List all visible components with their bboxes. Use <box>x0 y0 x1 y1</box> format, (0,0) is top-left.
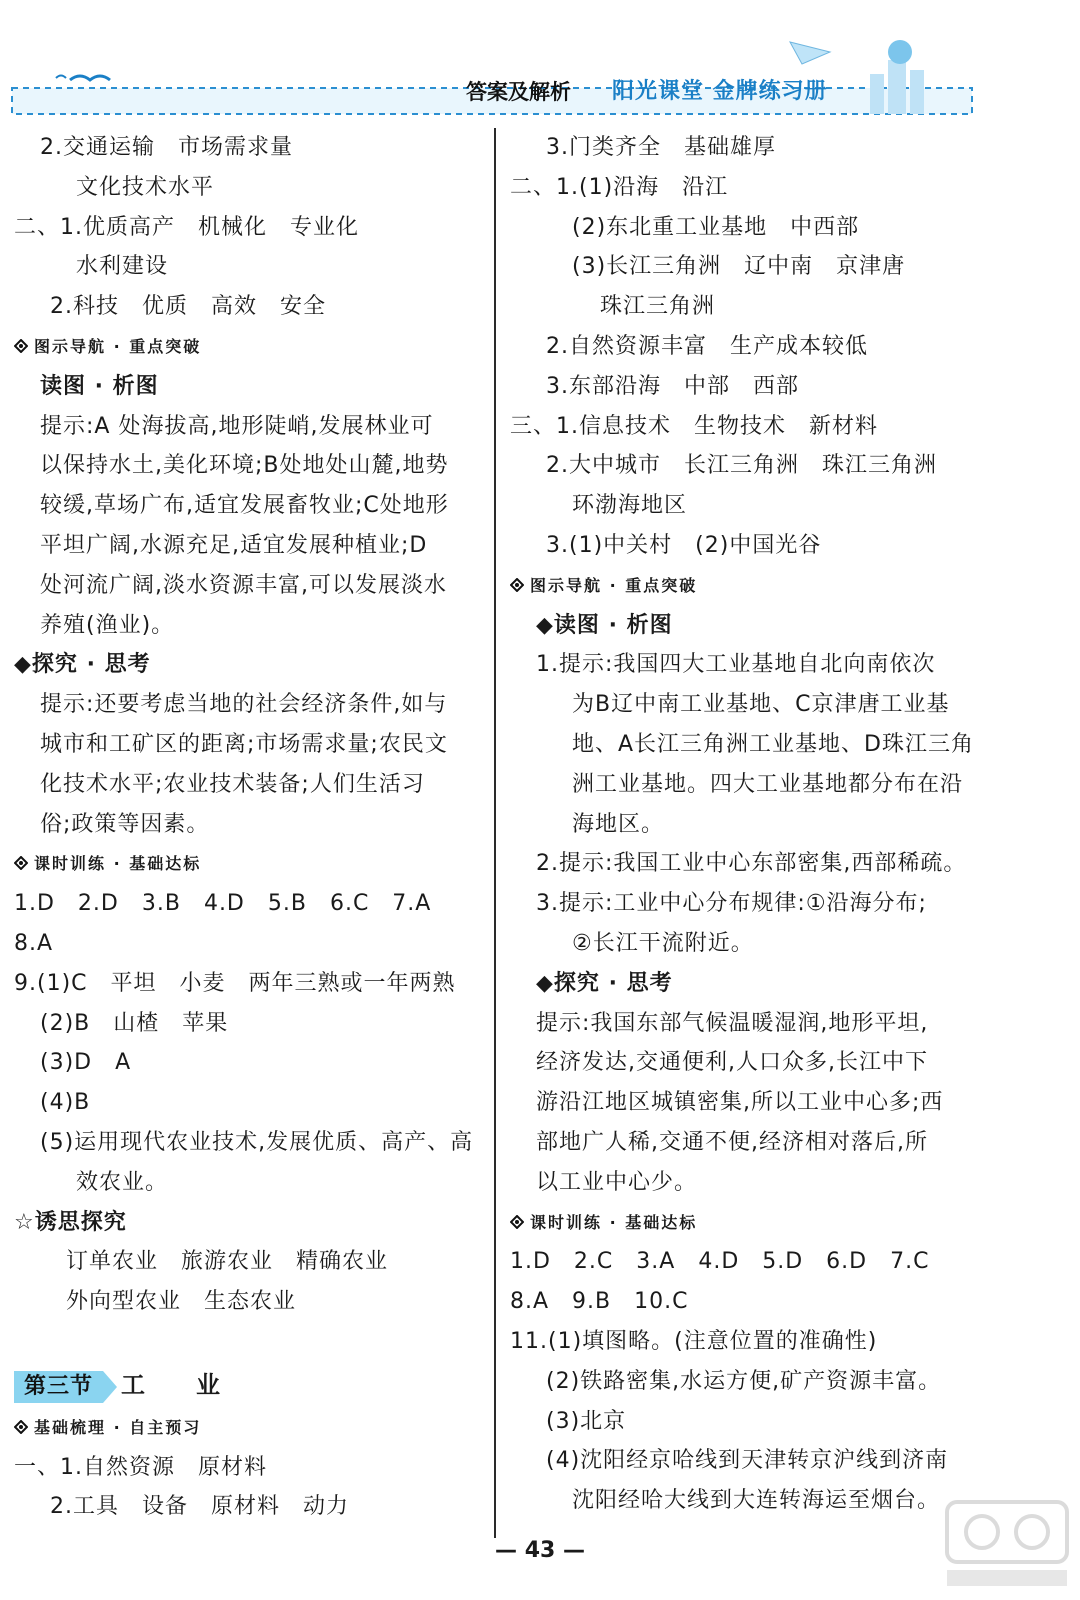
answer-line: 沈阳经哈大线到大连转海运至烟台。 <box>572 1488 941 1514</box>
watermark-logo <box>942 1492 1072 1592</box>
answer-line: 海地区。 <box>572 811 665 837</box>
answer-line: 提示:A 处海拔高,地形陡峭,发展林业可 <box>40 413 434 439</box>
answer-line: 文化技术水平 <box>76 174 215 200</box>
answer-line: 以保持水土,美化环境;B处地处山麓,地势 <box>40 453 449 479</box>
answer-line: (4)沈阳经京哈线到天津转京沪线到济南 <box>546 1448 949 1474</box>
answer-line: 8.A 9.B 10.C <box>510 1289 689 1315</box>
subheading: ☆诱思探究 <box>14 1209 127 1235</box>
answer-line: 环渤海地区 <box>572 493 688 519</box>
section-heading <box>14 844 484 884</box>
answer-line <box>14 1322 484 1362</box>
section-heading <box>510 1203 990 1243</box>
answer-line: (3)D A <box>40 1050 132 1076</box>
answer-line: 洲工业基地。四大工业基地都分布在沿 <box>572 771 964 797</box>
answer-line: 1.提示:我国四大工业基地自北向南依次 <box>536 652 936 678</box>
answer-line: 一、1.自然资源 原材料 <box>14 1454 267 1480</box>
header-brand: 阳光课堂 金牌练习册 <box>612 79 828 104</box>
answer-line: 8.A <box>14 930 54 956</box>
section-diamond-icon <box>14 1420 28 1434</box>
subheading: ◆探究 · 思考 <box>536 970 673 996</box>
section-heading-text: 课时训练 · 基础达标 <box>530 1212 698 1232</box>
subheading: 读图 · 析图 <box>40 373 159 399</box>
answer-line: 2.提示:我国工业中心东部密集,西部稀疏。 <box>536 851 967 877</box>
answer-line: 2.自然资源丰富 生产成本较低 <box>546 333 868 359</box>
answer-line: 外向型农业 生态农业 <box>66 1289 297 1315</box>
answer-line: 二、1.(1)沿海 沿江 <box>510 174 729 200</box>
answer-line: 以工业中心少。 <box>536 1169 698 1195</box>
section-heading <box>510 566 990 606</box>
answer-line: 经济发达,交通便利,人口众多,长江中下 <box>536 1050 928 1076</box>
bird-icon <box>56 76 66 79</box>
header-title: 答案及解析 <box>466 80 571 104</box>
subheading: ◆探究 · 思考 <box>14 652 151 678</box>
answer-line: 城市和工矿区的距离;市场需求量;农民文 <box>40 731 448 757</box>
section-diamond-icon <box>14 339 28 353</box>
answer-line: 俗;政策等因素。 <box>40 811 210 837</box>
answer-line: 效农业。 <box>76 1169 169 1195</box>
answer-line: (2)B 山楂 苹果 <box>40 1010 229 1036</box>
answer-line: (3)长江三角洲 辽中南 京津唐 <box>572 254 906 280</box>
answer-line: 提示:我国东部气候温暖湿润,地形平坦, <box>536 1010 929 1036</box>
section-diamond-icon <box>14 856 28 870</box>
section-heading-text: 图示导航 · 重点突破 <box>34 336 202 356</box>
answer-line: 1.D 2.C 3.A 4.D 5.D 6.D 7.C <box>510 1249 930 1275</box>
section-heading-text: 基础梳理 · 自主预习 <box>34 1417 202 1437</box>
section-heading-text: 图示导航 · 重点突破 <box>530 575 698 595</box>
answer-line: (3)北京 <box>546 1408 627 1434</box>
answer-line: 1.D 2.D 3.B 4.D 5.B 6.C 7.A <box>14 891 432 917</box>
section-diamond-icon <box>510 1215 524 1229</box>
answer-line: 3.提示:工业中心分布规律:①沿海分布; <box>536 891 927 917</box>
page-number: — 43 — <box>495 1538 585 1563</box>
section-diamond-icon <box>510 578 524 592</box>
answer-line: 平坦广阔,水源充足,适宜发展种植业;D <box>40 532 428 558</box>
section-heading <box>14 1408 484 1448</box>
answer-line: 地、A长江三角洲工业基地、D珠江三角 <box>572 731 974 757</box>
answer-line: 11.(1)填图略。(注意位置的准确性) <box>510 1328 878 1354</box>
answer-line: 订单农业 旅游农业 精确农业 <box>66 1249 389 1275</box>
answer-line: 为B辽中南工业基地、C京津唐工业基 <box>572 692 950 718</box>
answer-line: 3.(1)中关村 (2)中国光谷 <box>546 532 822 558</box>
answer-line: 提示:还要考虑当地的社会经济条件,如与 <box>40 692 448 718</box>
answer-line: 较缓,草场广布,适宜发展畜牧业;C处地形 <box>40 493 449 519</box>
answer-line: 游沿江地区城镇密集,所以工业中心多;西 <box>536 1090 944 1116</box>
answer-line: ②长江干流附近。 <box>572 930 754 956</box>
right-column <box>510 128 990 1521</box>
answer-line: (5)运用现代农业技术,发展优质、高产、高 <box>40 1129 474 1155</box>
answer-line: 2.大中城市 长江三角洲 珠江三角洲 <box>546 453 937 479</box>
subheading: ◆读图 · 析图 <box>536 612 673 638</box>
chapter-title: 工 业 <box>121 1370 222 1399</box>
answer-line: 2.工具 设备 原材料 动力 <box>50 1494 349 1520</box>
city-skyline-icon <box>870 40 924 114</box>
answer-line: 处河流广阔,淡水资源丰富,可以发展淡水 <box>40 572 447 598</box>
answer-line: 养殖(渔业)。 <box>40 612 175 638</box>
answer-line: 2.科技 优质 高效 安全 <box>50 294 326 320</box>
answer-line: 3.门类齐全 基础雄厚 <box>546 135 776 160</box>
answer-line: 珠江三角洲 <box>600 294 716 320</box>
answer-line: (4)B <box>40 1090 91 1116</box>
page-header <box>0 0 1080 118</box>
answer-line: 部地广人稀,交通不便,经济相对落后,所 <box>536 1129 928 1155</box>
answer-line: 化技术水平;农业技术装备;人们生活习 <box>40 771 425 797</box>
answer-line: 9.(1)C 平坦 小麦 两年三熟或一年两熟 <box>14 970 456 996</box>
answer-line: (2)东北重工业基地 中西部 <box>572 214 860 240</box>
answer-line: (2)铁路密集,水运方便,矿产资源丰富。 <box>546 1368 942 1394</box>
left-column <box>14 128 484 1527</box>
column-divider <box>494 128 496 1538</box>
bird-icon <box>70 76 110 80</box>
answer-line: 3.东部沿海 中部 西部 <box>546 373 799 399</box>
chapter-heading <box>14 1362 484 1408</box>
answer-line: 三、1.信息技术 生物技术 新材料 <box>510 413 878 439</box>
section-heading-text: 课时训练 · 基础达标 <box>34 854 202 874</box>
answer-line: 2.交通运输 市场需求量 <box>40 135 293 160</box>
section-heading <box>14 327 484 367</box>
answer-line: 二、1.优质高产 机械化 专业化 <box>14 214 359 240</box>
chapter-number-chip: 第三节 <box>14 1371 103 1403</box>
paper-plane-icon <box>790 42 830 64</box>
answer-line: 水利建设 <box>76 254 169 280</box>
